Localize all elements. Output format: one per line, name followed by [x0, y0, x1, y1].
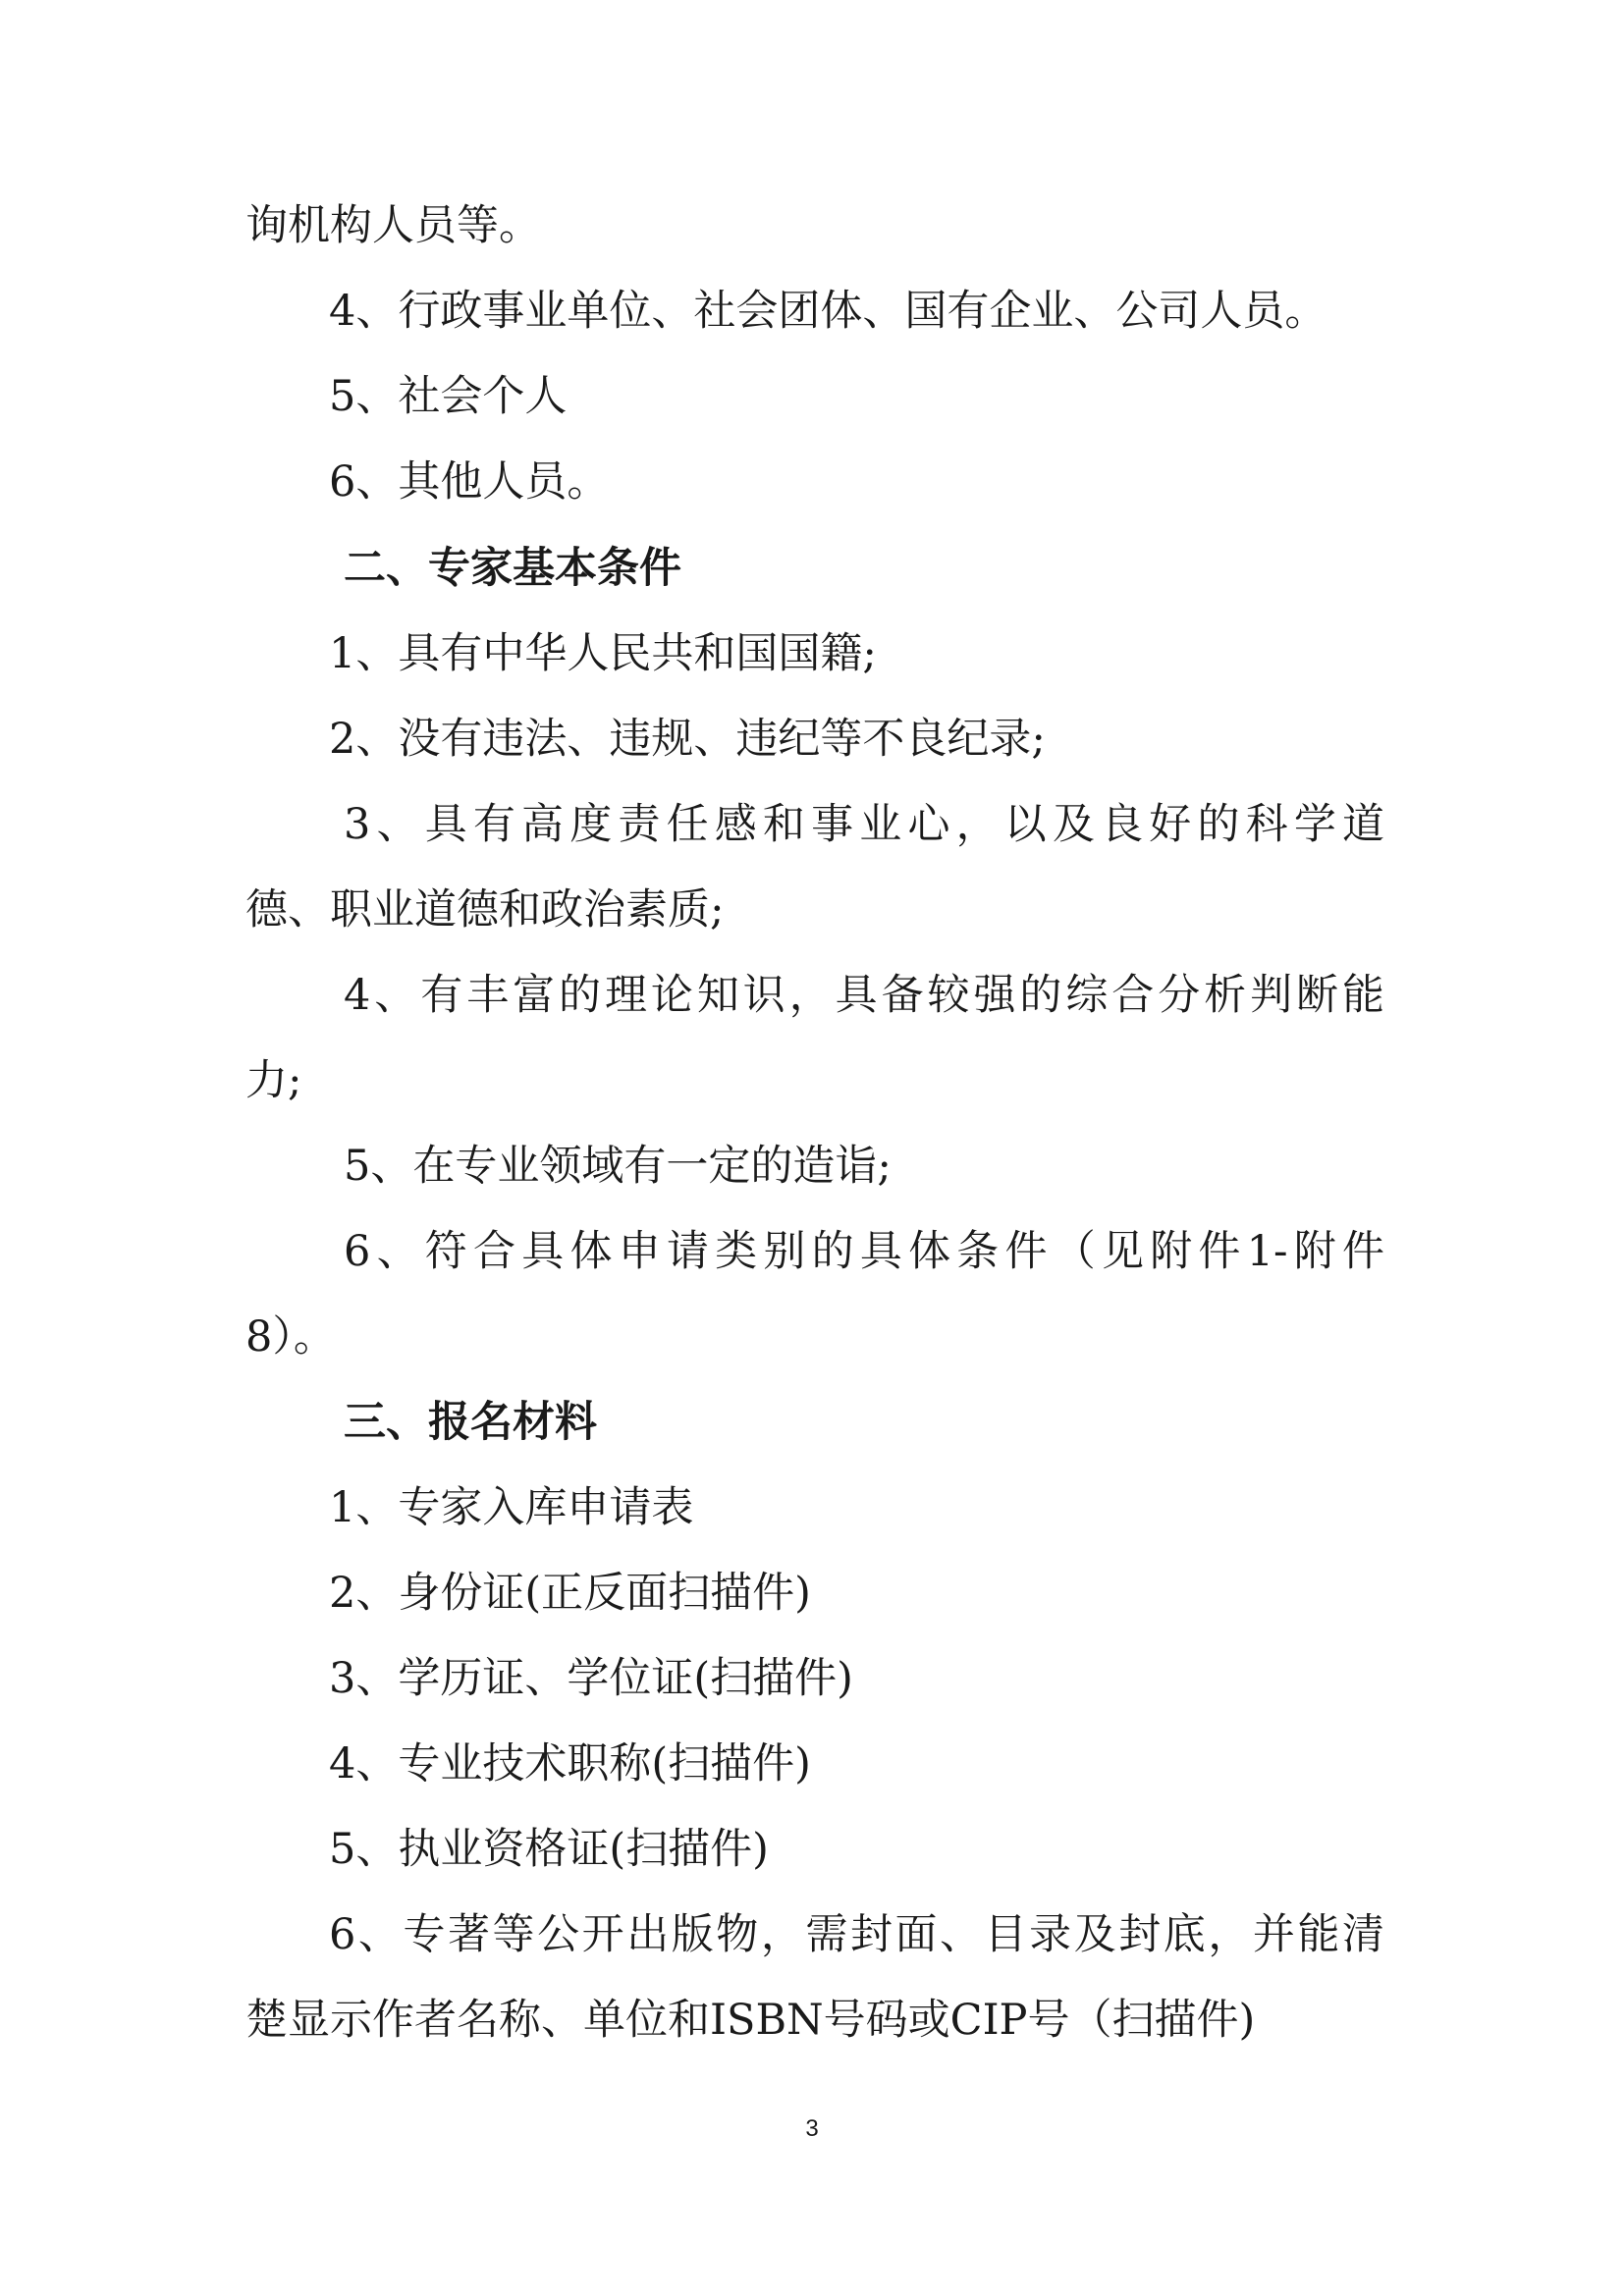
section2-item-3-line1: 3、具有高度责任感和事业心，以及良好的科学道	[344, 800, 1384, 849]
section3-item-6-line2: 楚显示作者名称、单位和ISBN号码或CIP号（扫描件)	[245, 1996, 1256, 2045]
section2-item-3-line2: 德、职业道德和政治素质;	[245, 885, 725, 934]
section2-item-1: 1、具有中华人民共和国国籍;	[329, 629, 877, 678]
section3-item-1: 1、专家入库申请表	[329, 1483, 694, 1532]
section2-item-5: 5、在专业领域有一定的造诣;	[344, 1142, 892, 1191]
section2-item-4-line2: 力;	[245, 1056, 302, 1105]
section2-item-2: 2、没有违法、违规、违纪等不良纪录;	[329, 715, 1046, 764]
section2-heading: 二、专家基本条件	[344, 544, 681, 593]
section1-continuation: 询机构人员等。	[245, 201, 541, 250]
section3-heading: 三、报名材料	[344, 1398, 597, 1447]
section3-item-5: 5、执业资格证(扫描件)	[329, 1825, 769, 1874]
section2-item-6-line2: 8）。	[245, 1312, 336, 1362]
section3-item-3: 3、学历证、学位证(扫描件)	[329, 1654, 853, 1703]
section3-item-6-line1: 6、专著等公开出版物，需封面、目录及封底，并能清	[329, 1910, 1384, 1959]
section1-item-4: 4、行政事业单位、社会团体、国有企业、公司人员。	[329, 287, 1327, 336]
section2-item-6-line1: 6、符合具体申请类别的具体条件（见附件1-附件	[344, 1227, 1384, 1276]
section3-item-2: 2、身份证(正反面扫描件)	[329, 1569, 811, 1618]
page-number: 3	[805, 2115, 819, 2142]
section3-item-4: 4、专业技术职称(扫描件)	[329, 1739, 811, 1789]
section1-item-6: 6、其他人员。	[329, 457, 610, 507]
section1-item-5: 5、社会个人	[329, 372, 568, 421]
section2-item-4-line1: 4、有丰富的理论知识，具备较强的综合分析判断能	[344, 971, 1384, 1020]
